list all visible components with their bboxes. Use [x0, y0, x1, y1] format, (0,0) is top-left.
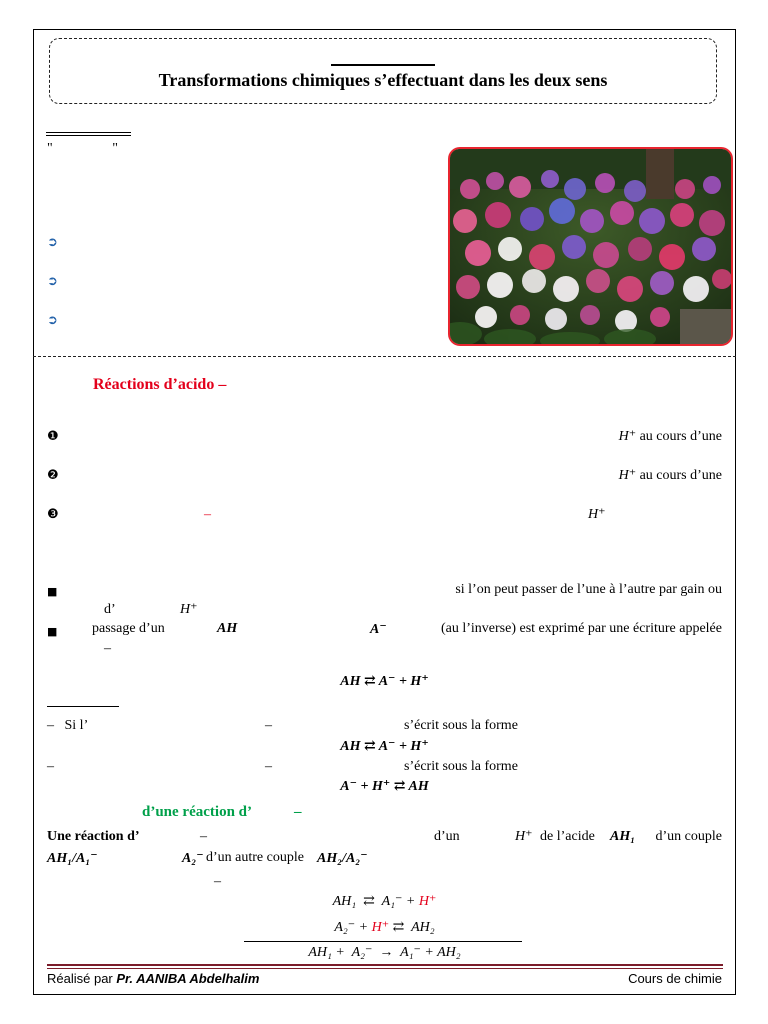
couple-2: AH₂/A₂⁻ — [317, 851, 368, 866]
item-number-1: ❶ — [47, 429, 59, 444]
section-heading-dash: – — [294, 804, 302, 820]
overall-equation: AH₁ + A₂⁻ → A₁⁻ + AH₂ — [308, 945, 461, 960]
para-2-passage: passage d’un — [92, 621, 165, 636]
title-underline — [331, 64, 435, 66]
section-rule — [46, 132, 131, 133]
square-bullet: ■ — [47, 625, 58, 638]
equation-main: AH ⇄ A⁻ + H⁺ — [340, 674, 429, 689]
definition-couple: d’un couple — [655, 829, 722, 844]
item-1-tail: H⁺ au cours d’une — [618, 429, 722, 444]
para-2-dash: – — [104, 641, 111, 656]
hydrangea-photo — [448, 147, 733, 346]
remark-rule — [47, 706, 119, 707]
A2-minus: A₂⁻ — [182, 851, 204, 866]
remark-dash-3: – — [265, 759, 272, 774]
item-3-dash: – — [204, 507, 211, 522]
definition-acide: de l’acide — [540, 829, 595, 844]
remark-si: – Si l’ — [47, 718, 89, 733]
footer-course: Cours de chimie — [628, 971, 722, 986]
half-equation-2: A₂⁻ + H⁺ ⇄ AH₂ — [334, 920, 435, 935]
definition-dash-2: – — [214, 874, 221, 889]
item-number-2: ❷ — [47, 468, 59, 483]
section-heading-acido: Réactions d’acido – — [93, 376, 227, 393]
para-2-AH: AH — [217, 621, 238, 636]
half-equation-1: AH₁ ⇄ A₁⁻ + H⁺ — [332, 894, 437, 909]
square-bullet: ■ — [47, 585, 58, 598]
intro-quote: " " — [47, 141, 118, 156]
definition-AH1: AH₁ — [610, 829, 636, 844]
arrow-bullet-icon: ➲ — [47, 313, 58, 328]
footer-author: Réalisé par Pr. AANIBA Abdelhalim — [47, 971, 260, 986]
para-1-ion: H⁺ — [180, 602, 198, 617]
para-1-text: si l’on peut passer de l’une à l’autre par gain ou — [455, 582, 722, 597]
para-1-d: d’ — [104, 602, 116, 617]
remark-dash-1: – — [265, 718, 272, 733]
remark-text-2: s’écrit sous la forme — [404, 759, 518, 774]
definition-start: Une réaction d’ — [47, 829, 140, 844]
section-rule — [46, 135, 131, 136]
definition-ion: H⁺ — [515, 829, 533, 844]
definition-dun: d’un — [434, 829, 460, 844]
item-3-ion: H⁺ — [588, 507, 606, 522]
item-2-tail: H⁺ au cours d’une — [618, 468, 722, 483]
footer-rule — [47, 968, 723, 969]
section-heading-reaction: d’une réaction d’ — [142, 804, 252, 820]
definition-autre: d’un autre couple — [206, 850, 304, 865]
definition-dash: – — [200, 829, 207, 844]
remark-dash-2: – — [47, 759, 54, 774]
sum-rule — [244, 941, 522, 942]
arrow-bullet-icon: ➲ — [47, 235, 58, 250]
footer-rule — [47, 964, 723, 966]
remark-text-1: s’écrit sous la forme — [404, 718, 518, 733]
remark-equation-2: A⁻ + H⁺ ⇄ AH — [340, 779, 429, 794]
section-separator — [33, 356, 736, 357]
couple-1: AH₁/A₁⁻ — [47, 851, 98, 866]
page-title: Transformations chimiques s’effectuant dans les deux sens — [158, 70, 608, 90]
para-2-rest: (au l’inverse) est exprimé par une écriture appelée — [440, 621, 722, 636]
item-number-3: ❸ — [47, 507, 59, 522]
para-2-Aminus: A⁻ — [370, 622, 387, 637]
arrow-bullet-icon: ➲ — [47, 274, 58, 289]
remark-equation-1: AH ⇄ A⁻ + H⁺ — [340, 739, 429, 754]
